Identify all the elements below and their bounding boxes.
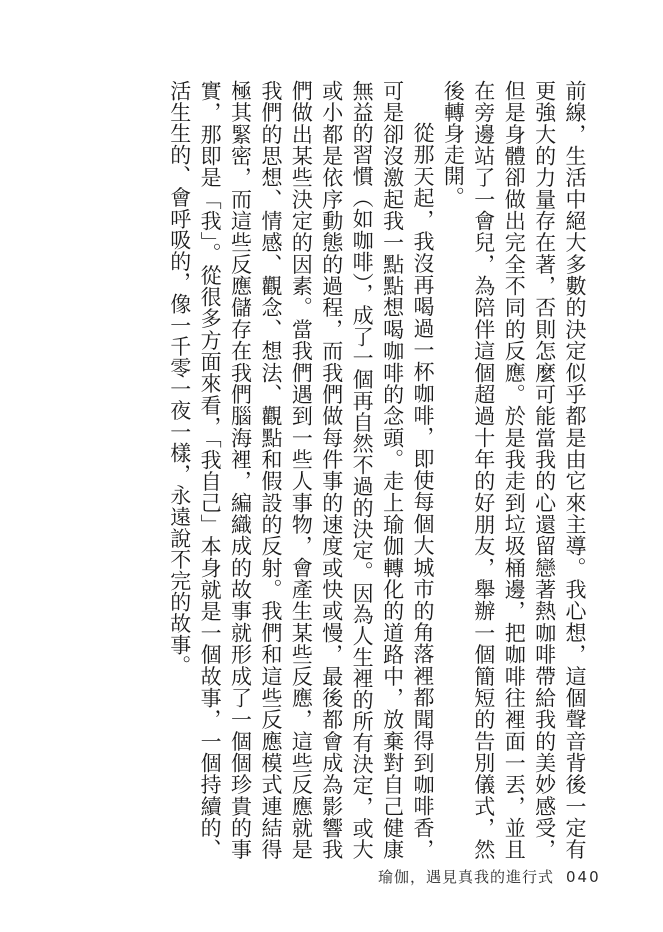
paragraph-2: 從那天起，我沒再喝過一杯咖啡，即使每個大城市的角落裡都聞得到咖啡香，可是卻沒激起我一點點想喝咖啡的念頭。走上瑜伽轉化的道路中，放棄對自己健康無益的習慣（如咖啡），成了一個再自然不過的決定。因為人生裡的所有決定，或大或小都是依序動態的過程，而我們做每件事的速度或快或慢，最後都會成為影響我們做出某些決定的因素。當我們遇到一些人事物，會產生某些反應，這些反應就是我們的思想、情感、觀念、想法、觀點和假設的反射。我們和這些反應模式連結得極其緊密，而這些反應儲存在我們腦海裡，編織成的故事就形成了一個個珍貴的事實，那即是「我」。從很多方面來看，「我自己」本身就是一個故事，一個持續的、活生生的、會呼吸的，像一千零一夜一樣，永遠說不完的故事。 [167, 80, 435, 860]
vertical-text-body [98, 80, 590, 860]
page-footer [378, 866, 601, 887]
running-book-title: 瑜伽，遇見真我的進行式 [378, 868, 555, 886]
page-number: 040 [566, 868, 601, 886]
paragraph-1: 前線，生活中絕大多數的決定似乎都是由它來主導。我心想，這個聲音背後一定有更強大的力量存在著，否則怎麼可能當我的心還留戀著熱咖啡帶給我的美妙感受，但是身體卻做出完全不同的反應。於是我走到垃圾桶邊，把咖啡往裡面一丟，並且在旁邊站了一會兒，為陪伴這個超過十年的好朋友，舉辦一個簡短的告別儀式，然後轉身走開。 [441, 80, 587, 860]
